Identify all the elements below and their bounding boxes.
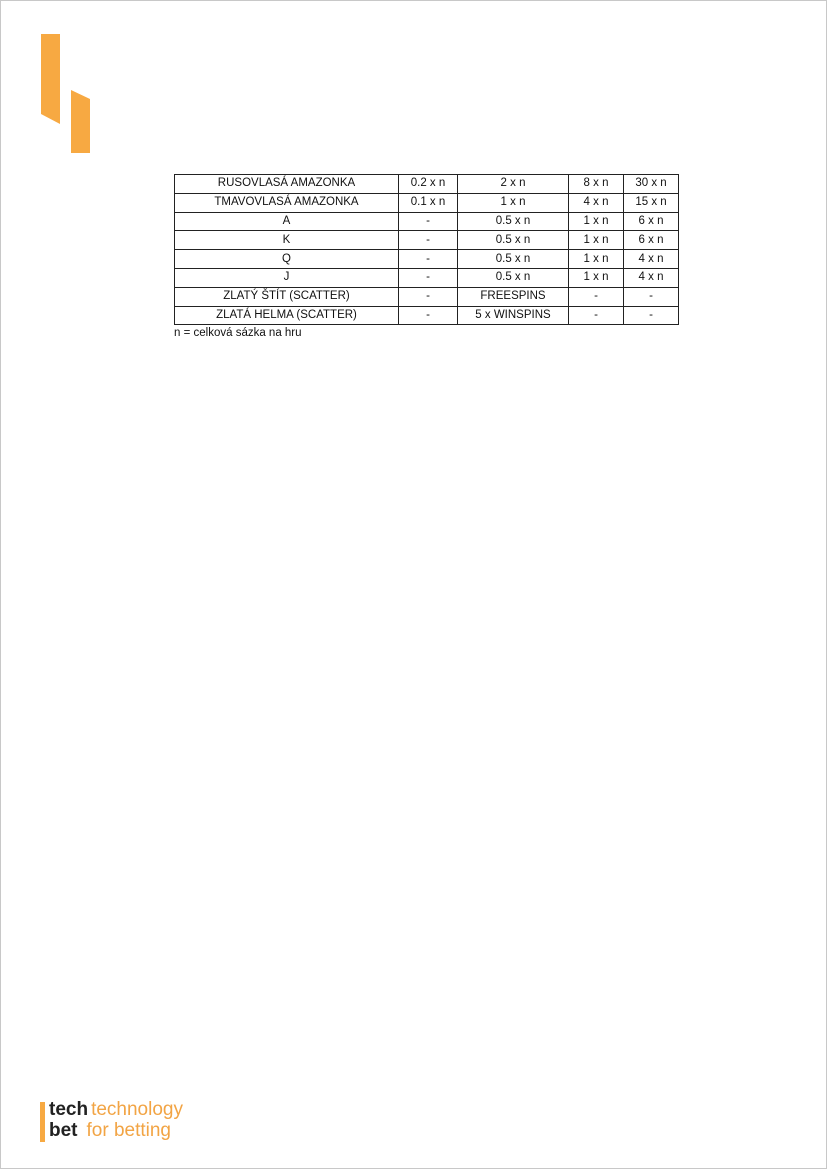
table-cell: - [569, 306, 624, 325]
brand-bet: bet [49, 1120, 78, 1141]
table-cell: TMAVOVLASÁ AMAZONKA [175, 193, 399, 212]
table-cell: 0.1 x n [399, 193, 458, 212]
table-cell: 6 x n [624, 212, 679, 231]
table-cell: - [399, 231, 458, 250]
table-cell: 8 x n [569, 175, 624, 194]
table-cell: 4 x n [624, 250, 679, 269]
table-cell: 15 x n [624, 193, 679, 212]
table-row [175, 193, 679, 212]
table-row [175, 231, 679, 250]
table-cell: 0.5 x n [458, 250, 569, 269]
table-cell: Q [175, 250, 399, 269]
brand-tech: tech [49, 1099, 89, 1120]
table-cell: 0.5 x n [458, 231, 569, 250]
table-cell: 1 x n [569, 231, 624, 250]
table-cell: - [399, 212, 458, 231]
footnote: n = celková sázka na hru [174, 327, 302, 339]
footer-logo [40, 1099, 183, 1142]
table-cell: 4 x n [624, 268, 679, 287]
table-row [175, 287, 679, 306]
table-cell: ZLATÝ ŠTÍT (SCATTER) [175, 287, 399, 306]
table-row [175, 306, 679, 325]
table-cell: RUSOVLASÁ AMAZONKA [175, 175, 399, 194]
table-cell: FREESPINS [458, 287, 569, 306]
table-cell: K [175, 231, 399, 250]
table-cell: 1 x n [458, 193, 569, 212]
table-cell: - [399, 250, 458, 269]
table-cell: 2 x n [458, 175, 569, 194]
table-row [175, 250, 679, 269]
table-cell: - [624, 287, 679, 306]
tagline-bottom: for betting [86, 1120, 171, 1141]
table-cell: - [399, 306, 458, 325]
paytable [174, 174, 679, 325]
table-cell: 1 x n [569, 212, 624, 231]
table-cell: 30 x n [624, 175, 679, 194]
table-cell: 0.5 x n [458, 268, 569, 287]
table-cell: ZLATÁ HELMA (SCATTER) [175, 306, 399, 325]
table-cell: - [624, 306, 679, 325]
table-cell: 1 x n [569, 250, 624, 269]
brand-logo-icon [40, 33, 92, 155]
table-cell: 4 x n [569, 193, 624, 212]
table-cell: 0.2 x n [399, 175, 458, 194]
logo-bar-icon [40, 1102, 45, 1142]
table-cell: 6 x n [624, 231, 679, 250]
table-cell: 1 x n [569, 268, 624, 287]
tagline-top: technology [91, 1099, 183, 1120]
table-cell: - [399, 268, 458, 287]
table-row [175, 175, 679, 194]
table-cell: - [399, 287, 458, 306]
table-row [175, 268, 679, 287]
table-cell: 0.5 x n [458, 212, 569, 231]
table-cell: J [175, 268, 399, 287]
table-cell: A [175, 212, 399, 231]
table-cell: 5 x WINSPINS [458, 306, 569, 325]
table-cell: - [569, 287, 624, 306]
table-row [175, 212, 679, 231]
